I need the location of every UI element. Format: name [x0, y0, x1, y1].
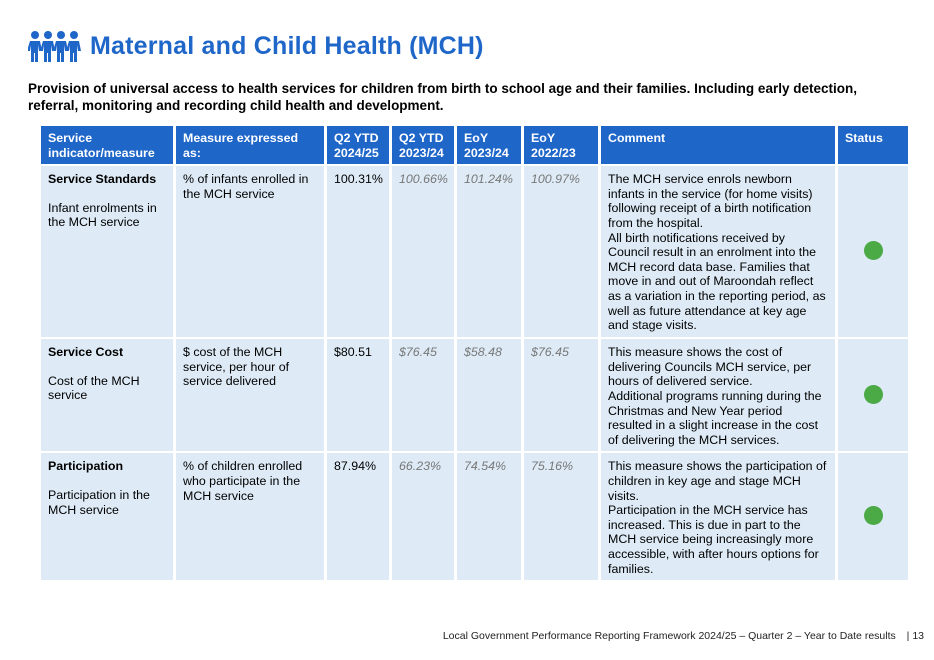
comment-line: Participation in the MCH service has increased. This is due in part to the MCH service being increasingly more accessible, with after hours options for families.	[608, 503, 819, 576]
comment-cell	[601, 453, 835, 580]
comment-line: This measure shows the participation of children in key age and stage MCH visits.	[608, 459, 827, 503]
status-cell	[838, 166, 908, 337]
comment-line: Additional programs running during the Christmas and New Year period resulted in a slight increase in the cost of delivering the MCH services.	[608, 388, 822, 447]
comment-line: All birth notifications received by Council result in an enrolment into the MCH record data base. Families that move in and out of Maroondah reflect as a variation in the reporting period, as well as future attendance at key age and stage visits.	[608, 230, 826, 333]
status-green-dot-icon	[864, 506, 883, 525]
indicator-title: Service Standards	[48, 172, 157, 187]
table-row	[41, 453, 908, 580]
page-title: Maternal and Child Health (MCH)	[90, 31, 484, 60]
indicator-title: Service Cost	[48, 345, 124, 360]
q2-2324-cell: 66.23%	[392, 453, 454, 580]
eoy-2324-cell: $58.48	[457, 339, 521, 451]
results-table	[38, 124, 911, 582]
table-header-row	[41, 126, 908, 164]
table-row	[41, 166, 908, 337]
col-header-status: Status	[838, 126, 908, 164]
q2-2425-cell: 100.31%	[327, 166, 389, 337]
col-header-eoy-2223: EoY 2022/23	[524, 126, 598, 164]
page-footer	[443, 630, 924, 642]
eoy-2223-cell: 75.16%	[524, 453, 598, 580]
col-header-q2-2425: Q2 YTD 2024/25	[327, 126, 389, 164]
comment-line: This measure shows the cost of delivering Councils MCH service, per hours of delivered service.	[608, 345, 812, 389]
col-header-eoy-2324: EoY 2023/24	[457, 126, 521, 164]
indicator-title: Participation	[48, 459, 124, 474]
q2-2324-cell: $76.45	[392, 339, 454, 451]
indicator-subtitle: Infant enrolments in the MCH service	[48, 200, 157, 230]
comment-cell	[601, 339, 835, 451]
status-green-dot-icon	[864, 385, 883, 404]
status-cell	[838, 339, 908, 451]
family-group-icon	[28, 30, 82, 62]
indicator-cell	[41, 166, 173, 337]
indicator-subtitle: Cost of the MCH service	[48, 373, 140, 403]
q2-2425-cell: 87.94%	[327, 453, 389, 580]
eoy-2324-cell: 74.54%	[457, 453, 521, 580]
col-header-q2-2324: Q2 YTD 2023/24	[392, 126, 454, 164]
q2-2324-cell: 100.66%	[392, 166, 454, 337]
col-header-comment: Comment	[601, 126, 835, 164]
eoy-2223-cell: 100.97%	[524, 166, 598, 337]
comment-line: The MCH service enrols newborn infants in the service (for home visits) following receipt of a birth notification from the hospital.	[608, 172, 813, 230]
measure-cell: % of children enrolled who participate in the MCH service	[176, 453, 324, 580]
table-row	[41, 339, 908, 451]
page-header	[28, 30, 484, 62]
status-cell	[838, 453, 908, 580]
measure-cell: $ cost of the MCH service, per hour of service delivered	[176, 339, 324, 451]
indicator-cell	[41, 453, 173, 580]
indicator-cell	[41, 339, 173, 451]
page-number: | 13	[906, 630, 924, 642]
measure-cell: % of infants enrolled in the MCH service	[176, 166, 324, 337]
eoy-2223-cell: $76.45	[524, 339, 598, 451]
q2-2425-cell: $80.51	[327, 339, 389, 451]
footer-text: Local Government Performance Reporting Framework 2024/25 – Quarter 2 – Year to Date results	[442, 630, 896, 642]
indicator-subtitle: Participation in the MCH service	[48, 487, 150, 517]
col-header-measure: Measure expressed as:	[176, 126, 324, 164]
comment-cell	[601, 166, 835, 337]
eoy-2324-cell: 101.24%	[457, 166, 521, 337]
col-header-indicator: Service indicator/measure	[41, 126, 173, 164]
intro-text: Provision of universal access to health services for children from birth to school age and their families. Including early detection, referral, monitoring and recording child health and development.	[28, 81, 857, 113]
status-green-dot-icon	[864, 241, 883, 260]
